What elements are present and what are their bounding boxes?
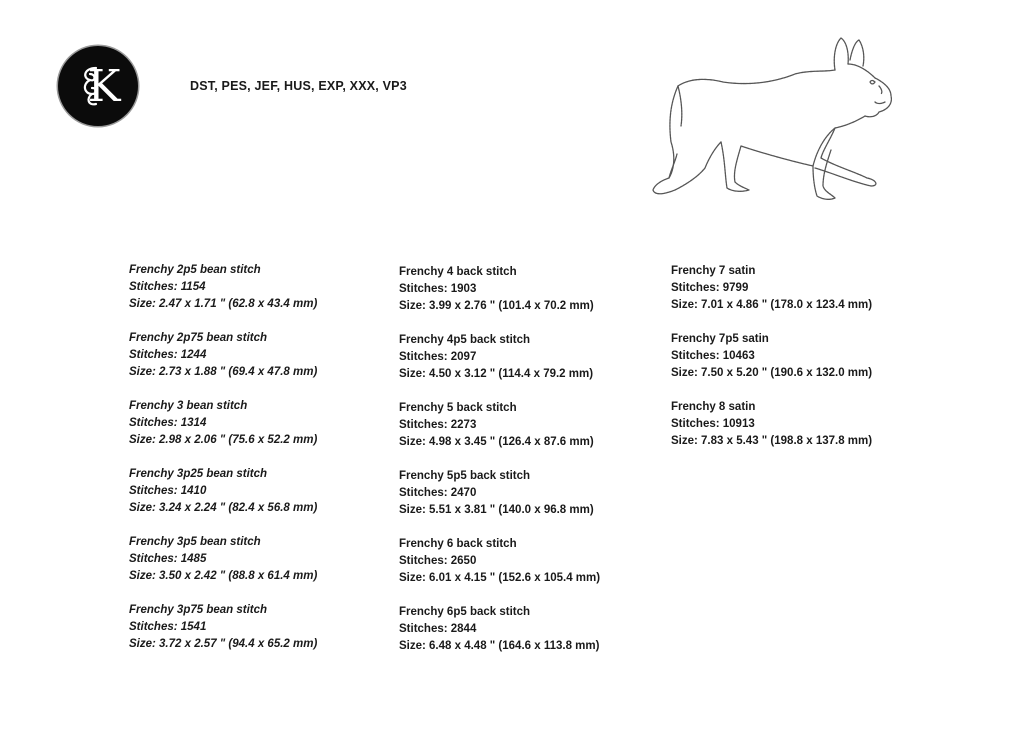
design-stitches: Stitches: 2470 (399, 487, 477, 499)
design-stitches: Stitches: 1154 (129, 281, 206, 293)
design-entry (399, 264, 669, 315)
design-name: Frenchy 3p25 bean stitch (129, 468, 268, 480)
design-stitches: Stitches: 10913 (671, 418, 755, 430)
design-size: Size: 5.51 x 3.81 " (140.0 x 96.8 mm) (399, 504, 594, 516)
logo-letter: K (87, 61, 121, 112)
column-bean-stitch (129, 262, 399, 670)
french-bulldog-outline-image (645, 30, 900, 210)
design-entry (129, 466, 399, 517)
design-stitches: Stitches: 1314 (129, 417, 207, 429)
design-stitches: Stitches: 2097 (399, 351, 477, 363)
design-stitches: Stitches: 2844 (399, 623, 477, 635)
design-name: Frenchy 2p75 bean stitch (129, 332, 268, 344)
design-stitches: Stitches: 9799 (671, 282, 749, 294)
design-entry (129, 330, 399, 381)
design-entry (129, 398, 399, 449)
design-entry (671, 331, 941, 382)
design-size: Size: 3.24 x 2.24 " (82.4 x 56.8 mm) (129, 502, 318, 514)
design-stitches: Stitches: 2650 (399, 555, 477, 567)
design-stitches: Stitches: 1541 (129, 621, 207, 633)
design-entry (399, 536, 669, 587)
design-size: Size: 4.50 x 3.12 " (114.4 x 79.2 mm) (399, 368, 594, 380)
design-name: Frenchy 3p5 bean stitch (129, 536, 261, 548)
design-name: Frenchy 5 back stitch (399, 402, 517, 414)
design-stitches: Stitches: 1485 (129, 553, 207, 565)
design-name: Frenchy 7 satin (671, 265, 756, 277)
design-size: Size: 3.72 x 2.57 " (94.4 x 65.2 mm) (129, 638, 318, 650)
design-name: Frenchy 8 satin (671, 401, 756, 413)
file-formats-heading: DST, PES, JEF, HUS, EXP, XXX, VP3 (190, 79, 407, 93)
design-size: Size: 7.83 x 5.43 " (198.8 x 137.8 mm) (671, 435, 873, 447)
design-name: Frenchy 6p5 back stitch (399, 606, 531, 618)
design-size: Size: 6.48 x 4.48 " (164.6 x 113.8 mm) (399, 640, 600, 652)
design-entry (129, 262, 399, 313)
design-stitches: Stitches: 1244 (129, 349, 207, 361)
design-name: Frenchy 4p5 back stitch (399, 334, 531, 346)
design-entry (129, 534, 399, 585)
design-entry (399, 332, 669, 383)
design-name: Frenchy 5p5 back stitch (399, 470, 531, 482)
design-stitches: Stitches: 2273 (399, 419, 477, 431)
design-entry (399, 604, 669, 655)
design-stitches: Stitches: 1903 (399, 283, 477, 295)
design-name: Frenchy 3 bean stitch (129, 400, 248, 412)
design-stitches: Stitches: 1410 (129, 485, 207, 497)
design-name: Frenchy 4 back stitch (399, 266, 517, 278)
design-stitches: Stitches: 10463 (671, 350, 755, 362)
design-name: Frenchy 6 back stitch (399, 538, 517, 550)
column-back-stitch (399, 264, 669, 672)
design-size: Size: 6.01 x 4.15 " (152.6 x 105.4 mm) (399, 572, 601, 584)
design-size: Size: 3.99 x 2.76 " (101.4 x 70.2 mm) (399, 300, 594, 312)
design-size: Size: 7.50 x 5.20 " (190.6 x 132.0 mm) (671, 367, 873, 379)
design-name: Frenchy 7p5 satin (671, 333, 769, 345)
design-entry (399, 468, 669, 519)
design-entry (129, 602, 399, 653)
design-entry (671, 263, 941, 314)
design-size: Size: 7.01 x 4.86 " (178.0 x 123.4 mm) (671, 299, 873, 311)
design-name: Frenchy 3p75 bean stitch (129, 604, 268, 616)
design-entry (399, 400, 669, 451)
design-size: Size: 4.98 x 3.45 " (126.4 x 87.6 mm) (399, 436, 594, 448)
design-size: Size: 2.98 x 2.06 " (75.6 x 52.2 mm) (129, 434, 318, 446)
design-size: Size: 2.73 x 1.88 " (69.4 x 47.8 mm) (129, 366, 318, 378)
column-satin (671, 263, 941, 467)
design-entry (671, 399, 941, 450)
design-size: Size: 3.50 x 2.42 " (88.8 x 61.4 mm) (129, 570, 318, 582)
design-size: Size: 2.47 x 1.71 " (62.8 x 43.4 mm) (129, 298, 318, 310)
design-name: Frenchy 2p5 bean stitch (129, 264, 261, 276)
brand-logo (58, 46, 138, 126)
